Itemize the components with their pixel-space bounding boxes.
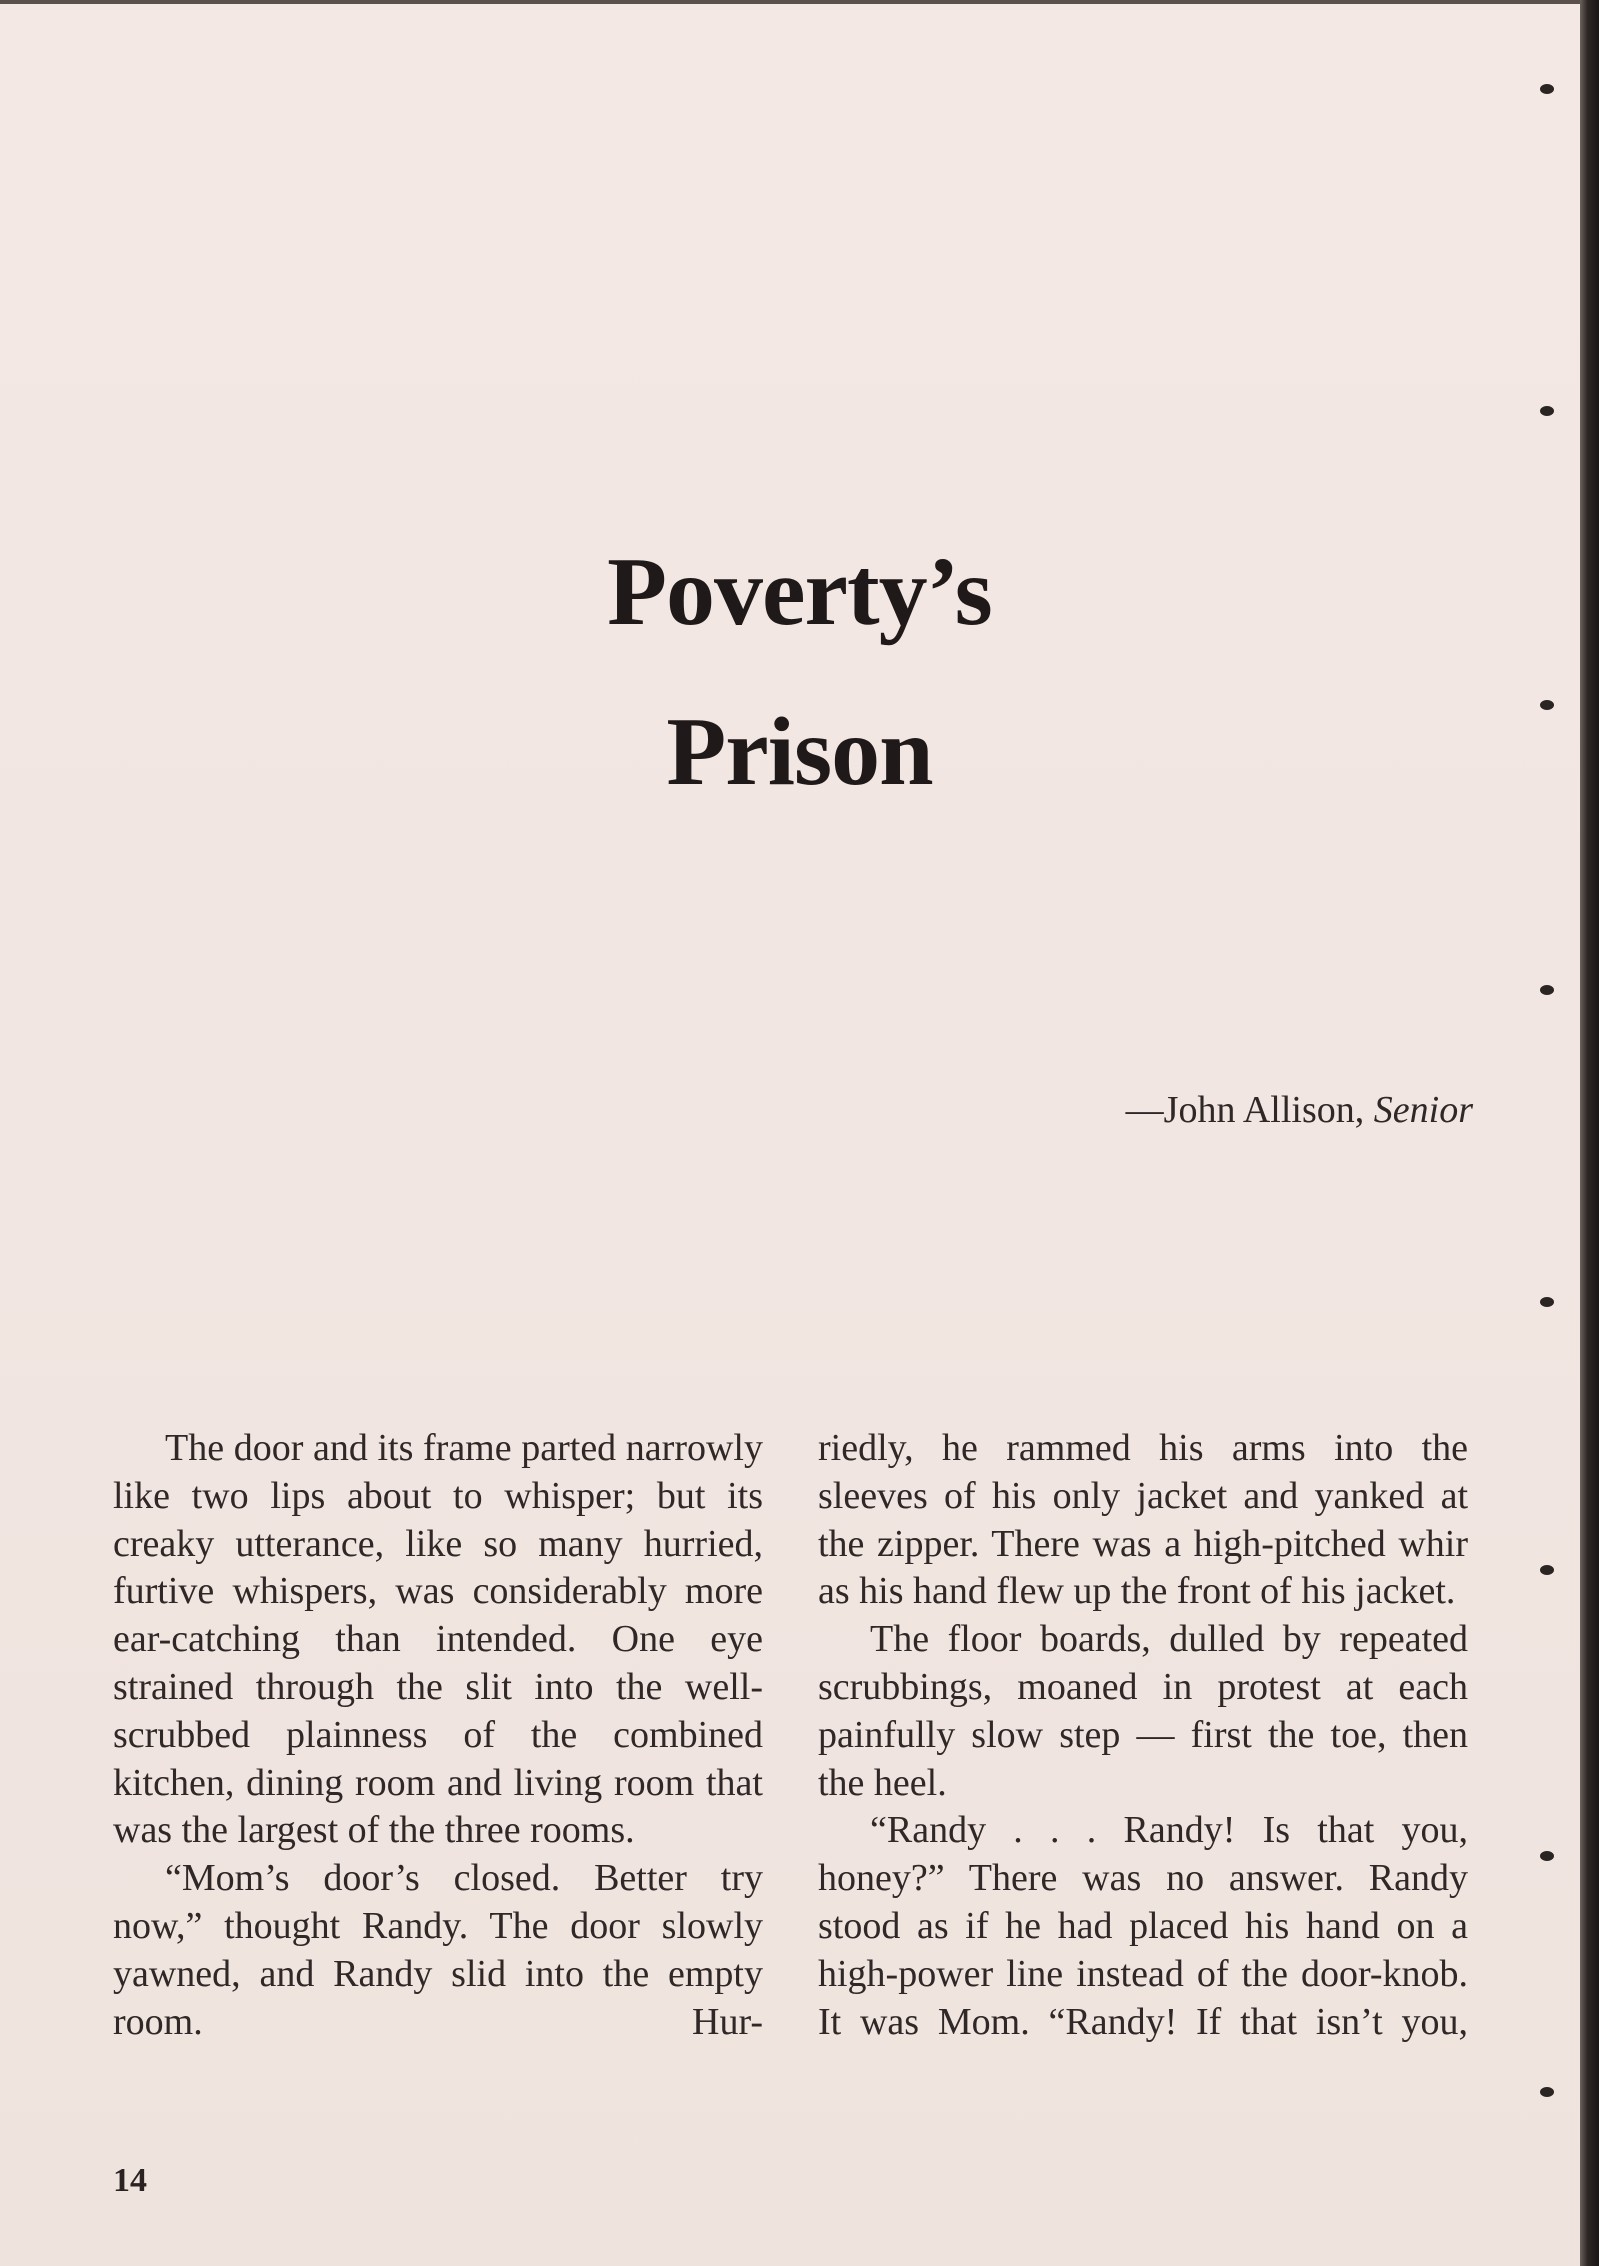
author-name: —John Allison, <box>1125 1089 1374 1131</box>
author-role: Senior <box>1373 1089 1473 1131</box>
binding-hole <box>1540 1565 1554 1575</box>
story-paragraph: The door and its frame parted narrowly like two lips about to whisper; but its creaky utterance, like so many hurried, furtive whispers, was considerably more ear-catching than intended. One eye strained through the slit into the well-scrubbed plainness of the combined kitchen, dining room and living room that was the largest of the three rooms. <box>113 1427 763 1852</box>
story-paragraph: riedly, he rammed his arms into the sleeves of his only jacket and yanked at the zipper. There was a high-pitched whir as his hand flew up the front of his jacket. <box>818 1427 1468 1613</box>
story-title-line-1: Poverty’s <box>607 538 992 646</box>
binding-hole <box>1540 1297 1554 1307</box>
binding-hole <box>1540 1851 1554 1861</box>
story-title <box>0 512 1599 832</box>
story-paragraph: “Mom’s door’s closed. Better try now,” thought Randy. The door slowly yawned, and Randy slid into the empty room. Hur- <box>113 1857 763 2043</box>
story-column-left <box>113 1425 763 2046</box>
story-paragraph: The floor boards, dulled by repeated scrubbings, moaned in protest at each painfully slow step — first the toe, then the heel. <box>818 1618 1468 1804</box>
binding-hole <box>1540 2087 1554 2097</box>
binding-hole <box>1540 406 1554 416</box>
binding-hole <box>1540 985 1554 995</box>
page-top-edge <box>0 0 1599 4</box>
story-paragraph: “Randy . . . Randy! Is that you, honey?” There was no answer. Randy stood as if he had placed his hand on a high-power line instead of the door-knob. It was Mom. “Randy! If that isn’t you, <box>818 1809 1468 2043</box>
story-title-line-2: Prison <box>666 698 933 806</box>
page-number: 14 <box>113 2162 147 2199</box>
page-binding-edge <box>1580 0 1599 2266</box>
binding-hole <box>1540 84 1554 94</box>
author-byline <box>1126 1088 1473 1132</box>
story-column-right <box>818 1425 1468 2046</box>
